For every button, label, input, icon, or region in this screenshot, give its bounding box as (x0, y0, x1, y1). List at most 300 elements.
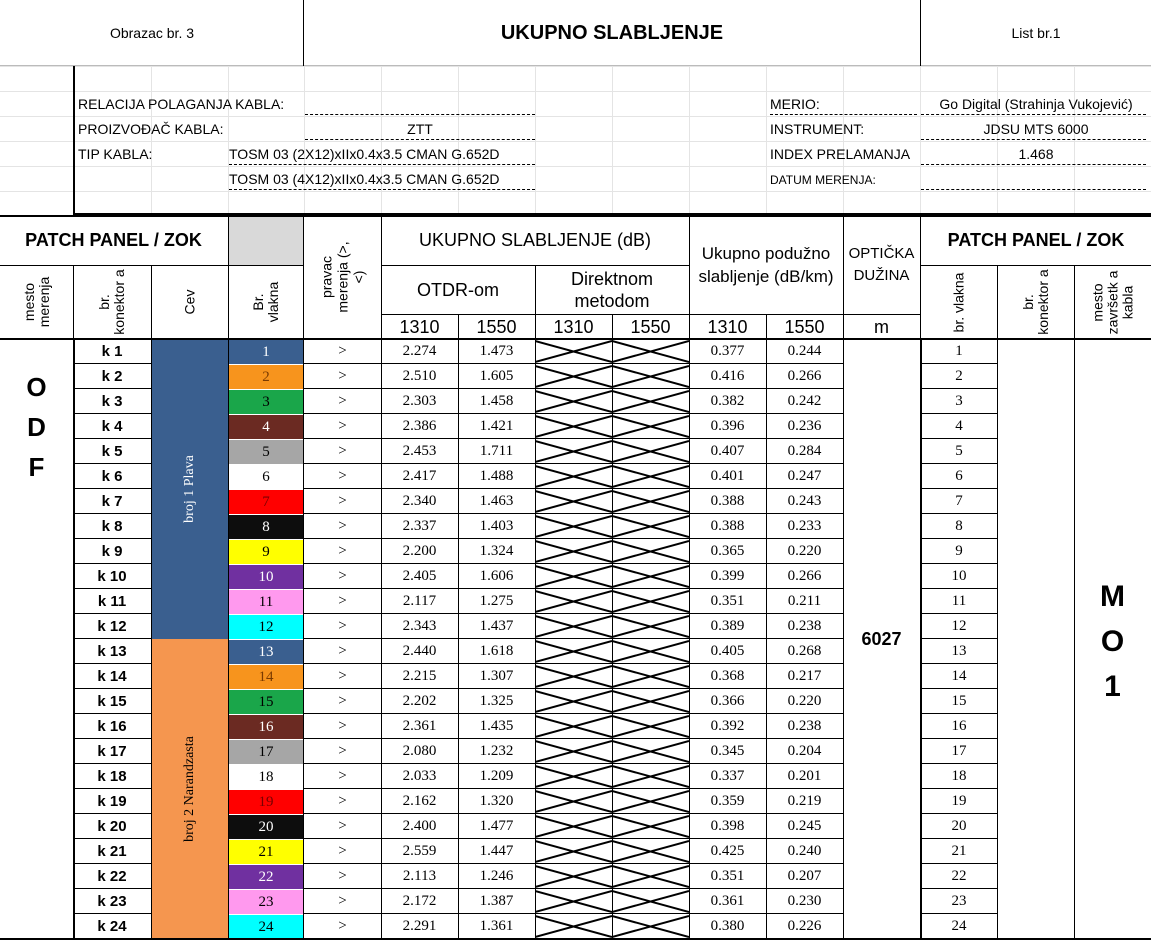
otdr-1550-cell: 1.711 (479, 443, 514, 459)
connector-cell: k 17 (97, 743, 127, 760)
otdr-1550-cell: 1.361 (479, 918, 514, 934)
otdr-1310-cell: 2.172 (402, 893, 437, 909)
direct-1310-crossed-cell (535, 789, 612, 814)
wl-direct-1310: 1310 (553, 316, 594, 337)
fiber-color-cell: 11 (229, 590, 303, 614)
right-fiber-cell: 24 (951, 918, 967, 934)
poduzno-1310-cell: 0.380 (710, 918, 745, 934)
poduzno-1310-cell: 0.388 (710, 518, 745, 534)
otdr-header: OTDR-om (417, 279, 499, 300)
left-site-letter: F (28, 452, 45, 482)
direct-1310-crossed-cell (535, 414, 612, 439)
fiber-color-cell: 7 (229, 490, 303, 514)
direction-cell: > (338, 468, 347, 484)
connector-cell: k 12 (97, 618, 127, 635)
otdr-1550-cell: 1.618 (479, 643, 514, 659)
right-fiber-cell: 23 (951, 893, 967, 909)
otdr-1310-cell: 2.386 (402, 418, 437, 434)
patch-panel-right-title: PATCH PANEL / ZOK (947, 229, 1125, 250)
datum-label: DATUM MERENJA: (770, 173, 876, 187)
otdr-1310-cell: 2.113 (402, 868, 437, 884)
otdr-1550-cell: 1.325 (479, 693, 514, 709)
direct-1310-crossed-cell (535, 464, 612, 489)
right-fiber-cell: 13 (951, 643, 967, 659)
table-body (0, 339, 1151, 939)
direct-1550-crossed-cell (612, 414, 689, 439)
poduzno-1310-cell: 0.398 (710, 818, 745, 834)
tip-underline-2 (229, 189, 535, 190)
wl-pod-1310: 1310 (707, 316, 748, 337)
pravac-header: pravac merenja (>, <) (318, 241, 367, 313)
otdr-1550-cell: 1.246 (479, 868, 514, 884)
direct-1550-crossed-cell (612, 889, 689, 914)
fiber-color-cell: 9 (229, 540, 303, 564)
sheet-number: List br.1 (1011, 25, 1061, 41)
otdr-1310-cell: 2.340 (402, 493, 437, 509)
connector-cell: k 10 (97, 568, 127, 585)
left-site-letter: D (27, 412, 46, 442)
poduzno-1550-cell: 0.230 (787, 893, 822, 909)
direction-cell: > (338, 868, 347, 884)
connector-cell: k 20 (97, 818, 127, 835)
direct-1550-crossed-cell (612, 714, 689, 739)
direct-1550-crossed-cell (612, 839, 689, 864)
poduzno-1310-cell: 0.345 (710, 743, 745, 759)
merio-underline-b (921, 114, 1146, 115)
poduzno-1310-cell: 0.368 (710, 668, 745, 684)
connector-cell: k 1 (101, 343, 123, 360)
otdr-1550-cell: 1.307 (479, 668, 514, 684)
otdr-1310-cell: 2.080 (402, 743, 437, 759)
poduzno-1310-cell: 0.405 (710, 643, 745, 659)
right-fiber-cell: 14 (951, 668, 967, 684)
otdr-1550-cell: 1.488 (479, 468, 514, 484)
otdr-1310-cell: 2.440 (402, 643, 437, 659)
direct-1310-crossed-cell (535, 664, 612, 689)
tip-value-2: TOSM 03 (4X12)xIIx0.4x3.5 CMAN G.652D (229, 171, 500, 187)
connector-cell: k 14 (97, 668, 127, 685)
connector-cell: k 5 (101, 443, 123, 460)
fiber-color-cell: 2 (229, 365, 303, 389)
r-br-konektora-header: br. konektor a (1019, 269, 1051, 335)
fiber-color-cell: 12 (229, 615, 303, 639)
direktno-header: Direktnom metodom (570, 269, 654, 311)
right-fiber-cell: 18 (951, 768, 967, 784)
otdr-1310-cell: 2.559 (402, 843, 437, 859)
otdr-1310-cell: 2.162 (402, 793, 437, 809)
direction-cell: > (338, 593, 347, 609)
otdr-1550-cell: 1.435 (479, 718, 514, 734)
page-title: UKUPNO SLABLJENJE (500, 21, 724, 44)
direct-1550-crossed-cell (612, 514, 689, 539)
direct-1550-crossed-cell (612, 864, 689, 889)
connector-cell: k 21 (97, 843, 127, 860)
fiber-color-cell: 1 (229, 340, 303, 364)
direction-cell: > (338, 618, 347, 634)
direct-1310-crossed-cell (535, 489, 612, 514)
merio-underline-a (770, 114, 917, 115)
poduzno-1310-cell: 0.399 (710, 568, 745, 584)
poduzno-1310-cell: 0.407 (710, 443, 745, 459)
otdr-1550-cell: 1.387 (479, 893, 514, 909)
direction-cell: > (338, 918, 347, 934)
right-fiber-cell: 3 (955, 393, 963, 409)
otdr-1310-cell: 2.400 (402, 818, 437, 834)
poduzno-1310-cell: 0.361 (710, 893, 745, 909)
right-fiber-cell: 22 (951, 868, 967, 884)
poduzno-1310-cell: 0.377 (710, 343, 745, 359)
poduzno-1310-cell: 0.425 (710, 843, 745, 859)
direct-1310-crossed-cell (535, 614, 612, 639)
fiber-color-cell: 22 (229, 865, 303, 889)
direction-cell: > (338, 368, 347, 384)
connector-cell: k 9 (101, 543, 123, 560)
direction-cell: > (338, 493, 347, 509)
right-fiber-cell: 6 (955, 468, 963, 484)
otdr-1550-cell: 1.275 (479, 593, 514, 609)
title-row (0, 0, 1151, 66)
poduzno-1550-cell: 0.245 (787, 818, 822, 834)
connector-cell: k 3 (101, 393, 123, 410)
patch-panel-left-title: PATCH PANEL / ZOK (25, 229, 202, 250)
poduzno-1310-cell: 0.351 (710, 868, 745, 884)
direction-cell: > (338, 893, 347, 909)
merio-label: MERIO: (770, 96, 820, 112)
fiber-color-cell: 14 (229, 665, 303, 689)
right-fiber-cell: 21 (951, 843, 967, 859)
direct-1550-crossed-cell (612, 789, 689, 814)
connector-cell: k 23 (97, 893, 127, 910)
right-site-letter: O (1100, 625, 1125, 658)
optical-length-value: 6027 (861, 628, 902, 649)
direction-cell: > (338, 543, 347, 559)
otdr-1310-cell: 2.274 (402, 343, 437, 359)
merio-value: Go Digital (Strahinja Vukojević) (939, 96, 1133, 112)
fiber-color-cell: 13 (229, 640, 303, 664)
connector-cell: k 11 (97, 593, 127, 610)
direct-1310-crossed-cell (535, 514, 612, 539)
direction-cell: > (338, 818, 347, 834)
otdr-1310-cell: 2.033 (402, 768, 437, 784)
direct-1310-crossed-cell (535, 389, 612, 414)
direct-1310-crossed-cell (535, 814, 612, 839)
connector-cell: k 7 (101, 493, 123, 510)
right-fiber-cell: 2 (955, 368, 963, 384)
direct-1550-crossed-cell (612, 489, 689, 514)
connector-cell: k 13 (97, 643, 127, 660)
poduzno-1550-cell: 0.242 (787, 393, 822, 409)
index-value: 1.468 (1018, 146, 1054, 162)
fiber-color-cell: 20 (229, 815, 303, 839)
poduzno-1310-cell: 0.401 (710, 468, 745, 484)
right-fiber-cell: 19 (951, 793, 967, 809)
direct-1310-crossed-cell (535, 864, 612, 889)
direction-cell: > (338, 793, 347, 809)
poduzno-1310-cell: 0.388 (710, 493, 745, 509)
relacija-field (305, 114, 535, 115)
poduzno-1550-cell: 0.207 (787, 868, 822, 884)
connector-cell: k 19 (97, 793, 127, 810)
tip-value-1: TOSM 03 (2X12)xIIx0.4x3.5 CMAN G.652D (229, 146, 500, 162)
poduzno-1310-cell: 0.337 (710, 768, 745, 784)
fiber-color-cell: 3 (229, 390, 303, 414)
poduzno-1550-cell: 0.201 (787, 768, 822, 784)
br-vlakna-header: Br. vlakna (249, 281, 281, 323)
connector-cell: k 18 (97, 768, 127, 785)
fiber-color-cell: 17 (229, 740, 303, 764)
poduzno-1310-cell: 0.351 (710, 593, 745, 609)
otdr-1550-cell: 1.477 (479, 818, 514, 834)
fiber-color-cell: 19 (229, 790, 303, 814)
poduzno-1550-cell: 0.238 (787, 718, 822, 734)
poduzno-1550-cell: 0.268 (787, 643, 822, 659)
connector-cell: k 15 (97, 693, 127, 710)
fiber-color-cell: 4 (229, 415, 303, 439)
fiber-color-cell: 24 (229, 915, 303, 939)
otdr-1550-cell: 1.473 (479, 343, 514, 359)
connector-cell: k 24 (97, 918, 127, 935)
direct-1310-crossed-cell (535, 589, 612, 614)
otdr-1310-cell: 2.215 (402, 668, 437, 684)
poduzno-1310-cell: 0.365 (710, 543, 745, 559)
direct-1550-crossed-cell (612, 639, 689, 664)
otdr-1310-cell: 2.202 (402, 693, 437, 709)
direction-cell: > (338, 418, 347, 434)
poduzno-1550-cell: 0.243 (787, 493, 822, 509)
connector-cell: k 8 (101, 518, 123, 535)
poduzno-1550-cell: 0.240 (787, 843, 822, 859)
right-fiber-cell: 20 (951, 818, 967, 834)
table-header (0, 215, 1151, 339)
otdr-1310-cell: 2.417 (402, 468, 437, 484)
otdr-1310-cell: 2.453 (402, 443, 437, 459)
right-fiber-cell: 9 (955, 543, 963, 559)
otdr-1550-cell: 1.209 (479, 768, 514, 784)
poduzno-1550-cell: 0.220 (787, 693, 822, 709)
direction-cell: > (338, 343, 347, 359)
tube-label: broj 1 Plava (181, 455, 197, 523)
otdr-1310-cell: 2.343 (402, 618, 437, 634)
form-number: Obrazac br. 3 (109, 25, 195, 41)
r-mesto-header: mesto završetk a kabla (1089, 270, 1135, 334)
ukupno-header: UKUPNO SLABLJENJE (dB) (418, 229, 652, 250)
poduzno-1550-cell: 0.284 (787, 443, 822, 459)
direct-1550-crossed-cell (612, 389, 689, 414)
mesto-merenja-header: mesto merenja (20, 276, 52, 328)
direction-cell: > (338, 743, 347, 759)
direct-1310-crossed-cell (535, 639, 612, 664)
direction-cell: > (338, 668, 347, 684)
fiber-color-cell: 6 (229, 465, 303, 489)
poduzno-1550-cell: 0.266 (787, 568, 822, 584)
direct-1310-crossed-cell (535, 764, 612, 789)
otdr-1550-cell: 1.320 (479, 793, 514, 809)
poduzno-header: Ukupno podužno slabljenje (dB/km) (698, 244, 834, 286)
fiber-color-cell: 18 (229, 765, 303, 789)
fiber-color-cell: 23 (229, 890, 303, 914)
right-fiber-cell: 8 (955, 518, 963, 534)
direct-1310-crossed-cell (535, 364, 612, 389)
direct-1550-crossed-cell (612, 764, 689, 789)
poduzno-1550-cell: 0.220 (787, 543, 822, 559)
unit-m: m (874, 316, 889, 337)
poduzno-1550-cell: 0.244 (787, 343, 822, 359)
otdr-1310-cell: 2.405 (402, 568, 437, 584)
otdr-1550-cell: 1.403 (479, 518, 514, 534)
connector-cell: k 6 (101, 468, 123, 485)
direct-1550-crossed-cell (612, 589, 689, 614)
proizvodjac-underline (305, 139, 535, 140)
otdr-1550-cell: 1.447 (479, 843, 514, 859)
otdr-1550-cell: 1.605 (479, 368, 514, 384)
direct-1550-crossed-cell (612, 914, 689, 939)
poduzno-1550-cell: 0.211 (787, 593, 822, 609)
right-fiber-cell: 5 (955, 443, 963, 459)
direct-1550-crossed-cell (612, 564, 689, 589)
direct-1310-crossed-cell (535, 439, 612, 464)
tip-underline-1 (229, 164, 535, 165)
otdr-1310-cell: 2.303 (402, 393, 437, 409)
direct-1310-crossed-cell (535, 839, 612, 864)
poduzno-1550-cell: 0.226 (787, 918, 822, 934)
right-fiber-cell: 7 (955, 493, 963, 509)
direct-1550-crossed-cell (612, 464, 689, 489)
poduzno-1310-cell: 0.396 (710, 418, 745, 434)
poduzno-1310-cell: 0.382 (710, 393, 745, 409)
connector-cell: k 16 (97, 718, 127, 735)
wl-otdr-1550: 1550 (476, 316, 517, 337)
right-fiber-cell: 17 (951, 743, 967, 759)
direct-1550-crossed-cell (612, 689, 689, 714)
poduzno-1550-cell: 0.247 (787, 468, 822, 484)
fiber-color-cell: 16 (229, 715, 303, 739)
poduzno-1310-cell: 0.392 (710, 718, 745, 734)
direction-cell: > (338, 643, 347, 659)
fiber-color-cell: 5 (229, 440, 303, 464)
direct-1550-crossed-cell (612, 364, 689, 389)
otdr-1310-cell: 2.200 (402, 543, 437, 559)
r-br-vlakna-header: br. vlakna (950, 272, 967, 332)
proizvodjac-value: ZTT (407, 121, 433, 137)
otdr-1550-cell: 1.324 (479, 543, 514, 559)
poduzno-1550-cell: 0.236 (787, 418, 822, 434)
direct-1550-crossed-cell (612, 439, 689, 464)
poduzno-1550-cell: 0.238 (787, 618, 822, 634)
tip-label: TIP KABLA: (78, 146, 153, 162)
right-fiber-cell: 15 (951, 693, 967, 709)
right-site-letter: M (1100, 580, 1125, 613)
direct-1310-crossed-cell (535, 889, 612, 914)
right-fiber-cell: 4 (955, 418, 963, 434)
otdr-1550-cell: 1.606 (479, 568, 514, 584)
wl-direct-1550: 1550 (630, 316, 671, 337)
poduzno-1550-cell: 0.204 (787, 743, 822, 759)
direct-1550-crossed-cell (612, 739, 689, 764)
relacija-label: RELACIJA POLAGANJA KABLA: (78, 96, 285, 112)
direction-cell: > (338, 718, 347, 734)
poduzno-1550-cell: 0.217 (787, 668, 822, 684)
instrument-label: INSTRUMENT: (770, 121, 865, 137)
cev-header: Cev (181, 289, 198, 315)
direct-1310-crossed-cell (535, 914, 612, 939)
direct-1550-crossed-cell (612, 539, 689, 564)
otdr-1310-cell: 2.510 (402, 368, 437, 384)
otdr-1310-cell: 2.361 (402, 718, 437, 734)
br-konektora-header: br. konektor a (96, 269, 127, 335)
wl-pod-1550: 1550 (784, 316, 825, 337)
index-label: INDEX PRELAMANJA (770, 146, 911, 162)
fiber-color-cell: 15 (229, 690, 303, 714)
poduzno-1310-cell: 0.416 (710, 368, 745, 384)
poduzno-1550-cell: 0.233 (787, 518, 822, 534)
connector-cell: k 22 (97, 868, 127, 885)
otdr-1310-cell: 2.291 (402, 918, 437, 934)
otdr-1310-cell: 2.337 (402, 518, 437, 534)
poduzno-1550-cell: 0.219 (787, 793, 822, 809)
otdr-1550-cell: 1.232 (479, 743, 514, 759)
tube-label: broj 2 Narandzasta (181, 736, 197, 842)
fiber-color-cell: 21 (229, 840, 303, 864)
instrument-underline (921, 139, 1146, 140)
direction-cell: > (338, 768, 347, 784)
direct-1310-crossed-cell (535, 689, 612, 714)
otdr-1550-cell: 1.458 (479, 393, 514, 409)
poduzno-1310-cell: 0.359 (710, 793, 745, 809)
direct-1550-crossed-cell (612, 614, 689, 639)
direct-1550-crossed-cell (612, 814, 689, 839)
left-site-letter: O (26, 372, 47, 402)
direct-1310-crossed-cell (535, 714, 612, 739)
right-fiber-cell: 10 (951, 568, 967, 584)
direction-cell: > (338, 568, 347, 584)
fiber-color-cell: 10 (229, 565, 303, 589)
otdr-1550-cell: 1.437 (479, 618, 514, 634)
connector-cell: k 4 (101, 418, 123, 435)
direct-1310-crossed-cell (535, 339, 612, 364)
direction-cell: > (338, 443, 347, 459)
direction-cell: > (338, 693, 347, 709)
right-fiber-cell: 11 (951, 593, 967, 609)
fiber-color-cell: 8 (229, 515, 303, 539)
wl-otdr-1310: 1310 (399, 316, 440, 337)
header-gray-cell (228, 215, 303, 265)
otdr-1550-cell: 1.421 (479, 418, 514, 434)
direction-cell: > (338, 393, 347, 409)
index-underline (921, 164, 1146, 165)
direction-cell: > (338, 518, 347, 534)
right-fiber-cell: 16 (951, 718, 967, 734)
direct-1550-crossed-cell (612, 339, 689, 364)
direct-1310-crossed-cell (535, 539, 612, 564)
connector-cell: k 2 (101, 368, 123, 385)
direction-cell: > (338, 843, 347, 859)
poduzno-1550-cell: 0.266 (787, 368, 822, 384)
right-fiber-cell: 12 (951, 618, 967, 634)
poduzno-1310-cell: 0.389 (710, 618, 745, 634)
poduzno-1310-cell: 0.366 (710, 693, 745, 709)
direct-1550-crossed-cell (612, 664, 689, 689)
otdr-1310-cell: 2.117 (402, 593, 437, 609)
info-section (73, 66, 1151, 215)
instrument-value: JDSU MTS 6000 (983, 121, 1089, 137)
proizvodjac-label: PROIZVOĐAČ KABLA: (78, 121, 224, 137)
datum-field (921, 189, 1146, 190)
right-fiber-cell: 1 (955, 343, 963, 359)
direct-1310-crossed-cell (535, 564, 612, 589)
opticka-header: OPTIČKA DUŽINA (848, 245, 915, 284)
otdr-1550-cell: 1.463 (479, 493, 514, 509)
direct-1310-crossed-cell (535, 739, 612, 764)
